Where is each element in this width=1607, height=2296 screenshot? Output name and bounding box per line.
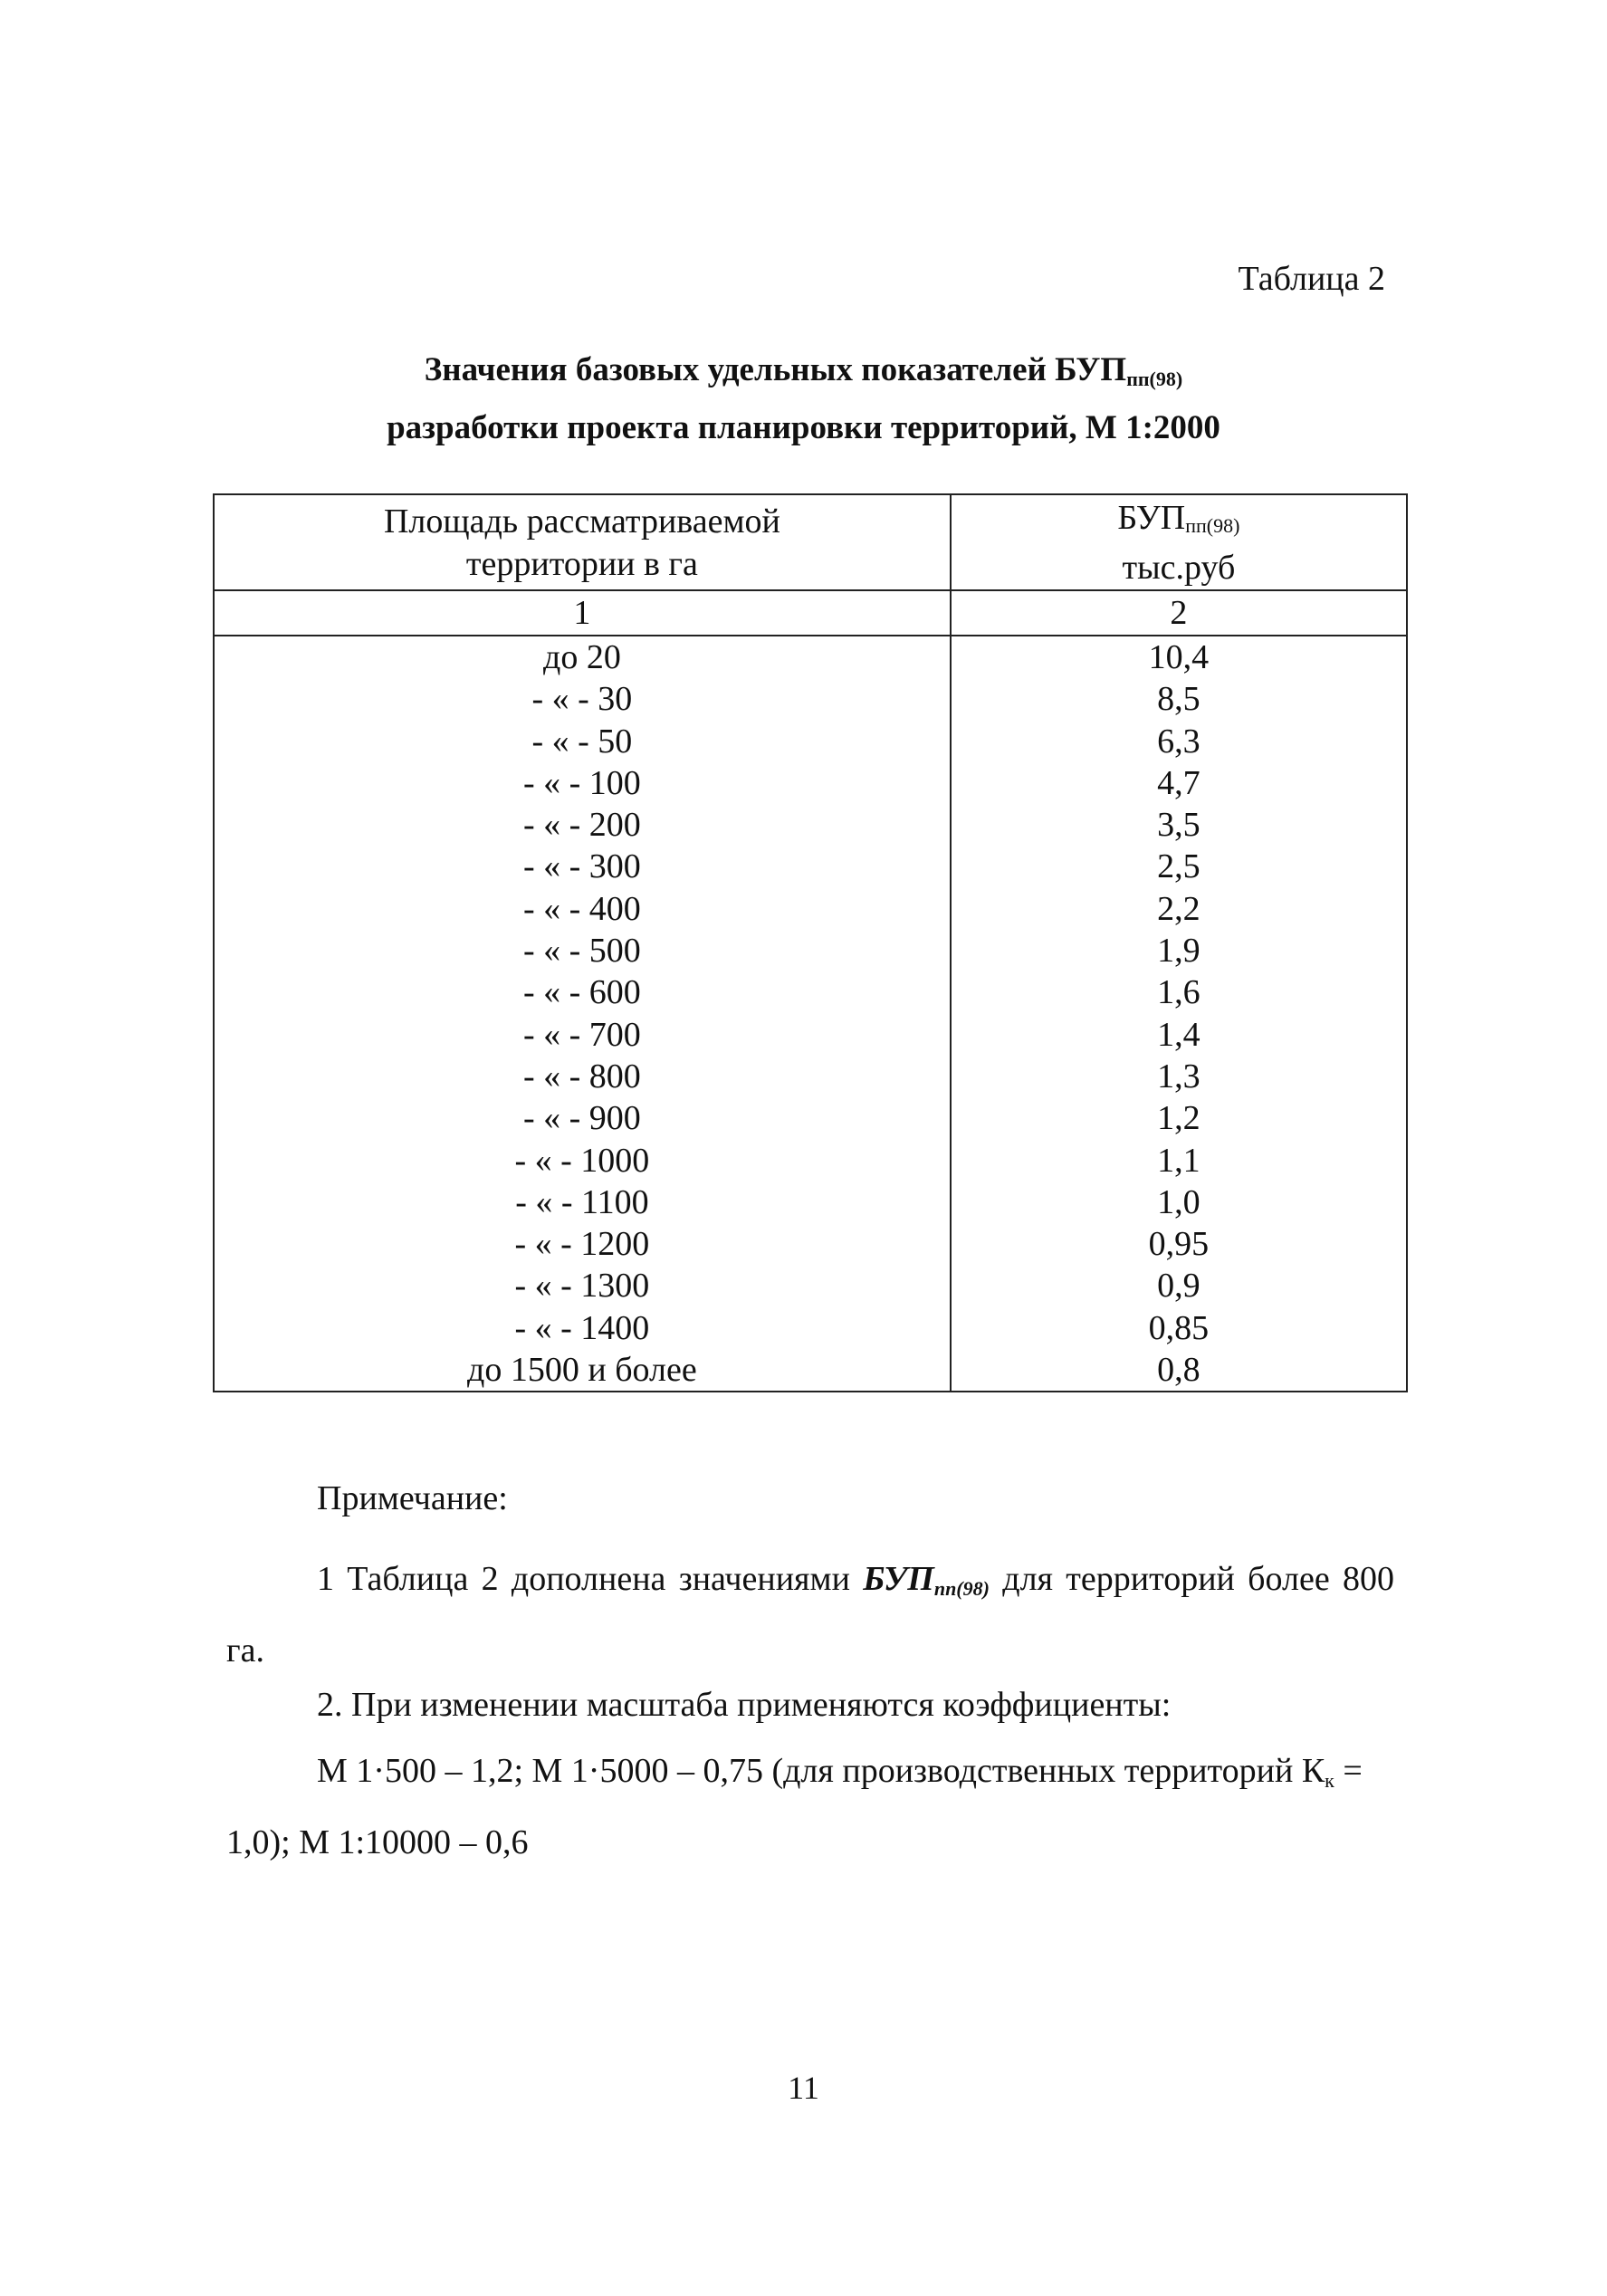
table-row <box>214 1181 1407 1223</box>
note-2-line-2-a: М 1·500 – 1,2; М 1·5000 – 0,75 (для производственных территорий К <box>317 1752 1325 1790</box>
area-column-header <box>214 494 951 590</box>
note-1-bold: БУП <box>863 1560 934 1598</box>
value-header-text: БУП <box>1117 499 1186 537</box>
area-header-line-2: территории в га <box>465 545 698 583</box>
value-cell: 1,4 <box>951 1014 1407 1056</box>
value-cell: 0,95 <box>951 1223 1407 1265</box>
value-cell: 0,8 <box>951 1349 1407 1392</box>
table-row <box>214 804 1407 846</box>
value-cell: 0,9 <box>951 1265 1407 1306</box>
value-header-line-2: тыс.руб <box>1122 549 1236 587</box>
value-cell: 4,7 <box>951 762 1407 804</box>
area-cell: до 20 <box>214 636 951 678</box>
table-row <box>214 846 1407 887</box>
area-cell: - « - 500 <box>214 930 951 971</box>
area-cell: - « - 100 <box>214 762 951 804</box>
value-cell: 1,1 <box>951 1140 1407 1181</box>
value-header-line-1 <box>952 497 1406 547</box>
table-row <box>214 971 1407 1013</box>
note-2-line-1: 2. При изменении масштаба применяются коэффициенты: <box>317 1686 1172 1724</box>
table-row <box>214 888 1407 930</box>
value-cell: 0,85 <box>951 1307 1407 1349</box>
value-cell: 3,5 <box>951 804 1407 846</box>
area-cell: - « - 1300 <box>214 1265 951 1306</box>
area-cell: - « - 700 <box>214 1014 951 1056</box>
area-cell: - « - 1200 <box>214 1223 951 1265</box>
column-number-1: 1 <box>214 590 951 636</box>
value-cell: 1,3 <box>951 1056 1407 1097</box>
title-line-1 <box>0 346 1607 404</box>
area-cell: - « - 50 <box>214 721 951 762</box>
table-row <box>214 1265 1407 1306</box>
table-body <box>214 636 1407 1392</box>
area-cell: - « - 200 <box>214 804 951 846</box>
area-header-line-1: Площадь рассматриваемой <box>383 502 780 541</box>
area-cell: - « - 800 <box>214 1056 951 1097</box>
area-cell: - « - 600 <box>214 971 951 1013</box>
table-row <box>214 678 1407 720</box>
area-cell: - « - 1400 <box>214 1307 951 1349</box>
table-row <box>214 1014 1407 1056</box>
note-1-bold-subscript: пп(98) <box>933 1577 990 1600</box>
value-cell: 2,2 <box>951 888 1407 930</box>
table-row <box>214 930 1407 971</box>
note-1 <box>226 1548 1394 1681</box>
value-column-header <box>951 494 1407 590</box>
value-cell: 6,3 <box>951 721 1407 762</box>
column-number-row <box>214 590 1407 636</box>
note-1-prefix: 1 Таблица 2 дополнена значениями <box>317 1560 864 1598</box>
notes-heading: Примечание: <box>317 1479 508 1517</box>
table-row <box>214 1349 1407 1392</box>
value-cell: 1,0 <box>951 1181 1407 1223</box>
area-cell: - « - 30 <box>214 678 951 720</box>
value-cell: 10,4 <box>951 636 1407 678</box>
area-cell: - « - 1100 <box>214 1181 951 1223</box>
area-cell: до 1500 и более <box>214 1349 951 1392</box>
table-label: Таблица 2 <box>1238 260 1385 298</box>
note-2-line-2-b: = 1,0); М 1:10000 – 0,6 <box>226 1752 1363 1861</box>
value-cell: 8,5 <box>951 678 1407 720</box>
value-cell: 1,6 <box>951 971 1407 1013</box>
title-line-2: разработки проекта планировки территорий, М 1:2000 <box>387 409 1220 446</box>
area-cell: - « - 1000 <box>214 1140 951 1181</box>
area-cell: - « - 900 <box>214 1097 951 1139</box>
value-cell: 1,9 <box>951 930 1407 971</box>
page-number: 11 <box>788 2070 819 2106</box>
note-1-suffix: для территорий более 800 га. <box>226 1560 1394 1669</box>
value-cell: 2,5 <box>951 846 1407 887</box>
table-title <box>0 346 1607 453</box>
table-row <box>214 1056 1407 1097</box>
note-2-subscript: к <box>1325 1769 1334 1792</box>
column-number-2: 2 <box>951 590 1407 636</box>
note-2-line-2 <box>226 1740 1394 1873</box>
values-table <box>213 493 1408 1392</box>
title-line-1-text: Значения базовых удельных показателей БУП <box>424 351 1127 388</box>
table-row <box>214 636 1407 678</box>
table-row <box>214 1140 1407 1181</box>
table-row <box>214 1223 1407 1265</box>
value-header-subscript: пп(98) <box>1185 514 1240 537</box>
table-row <box>214 1307 1407 1349</box>
table-row <box>214 1097 1407 1139</box>
area-cell: - « - 400 <box>214 888 951 930</box>
table-row <box>214 762 1407 804</box>
table-header-row <box>214 494 1407 590</box>
area-cell: - « - 300 <box>214 846 951 887</box>
value-cell: 1,2 <box>951 1097 1407 1139</box>
title-line-1-subscript: пп(98) <box>1126 368 1183 390</box>
table-row <box>214 721 1407 762</box>
